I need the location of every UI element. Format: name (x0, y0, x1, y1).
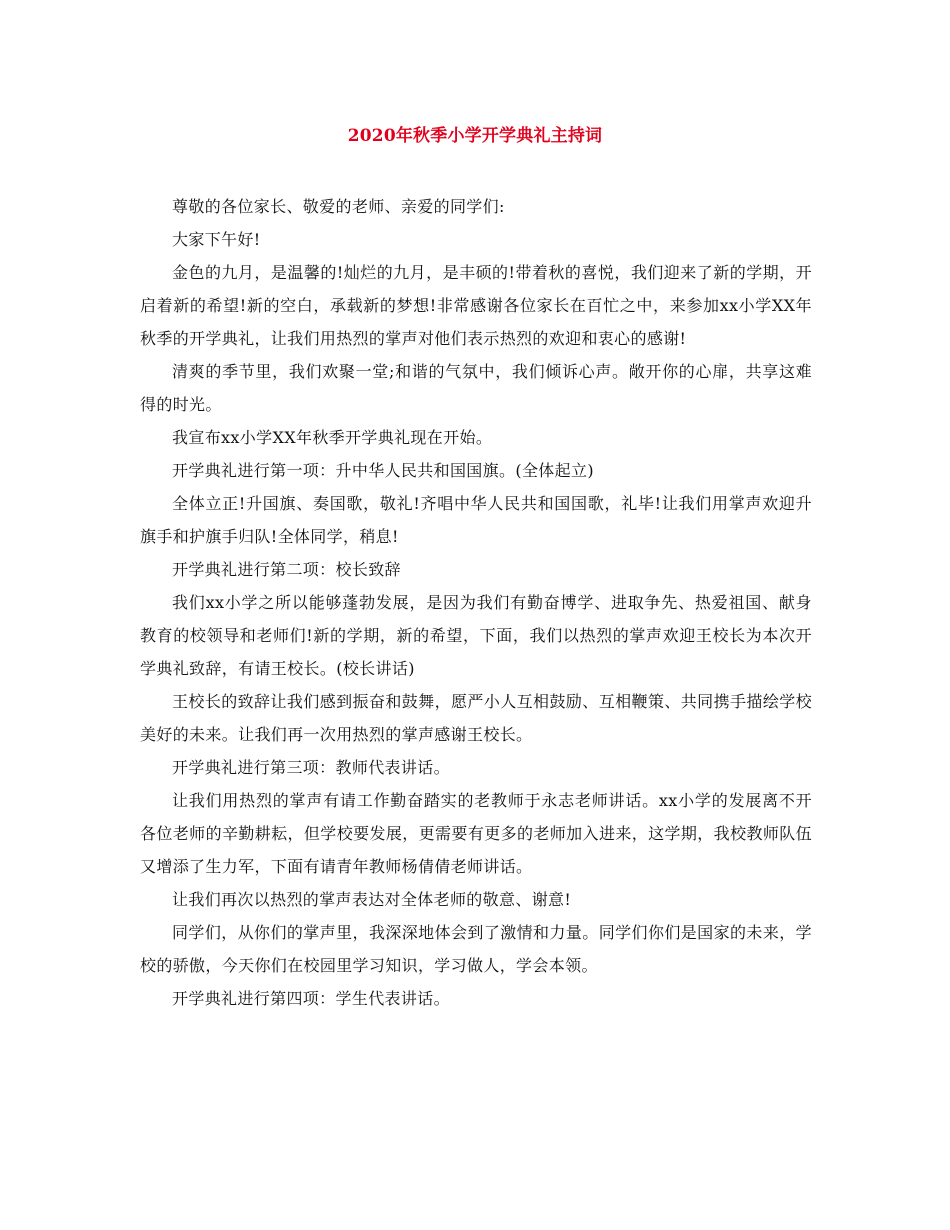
paragraph-announcement: 我宣布xx小学XX年秋季开学典礼现在开始。 (172, 428, 493, 447)
document-title: 2020年秋季小学开学典礼主持词 (347, 126, 603, 146)
paragraph-item-four: 开学典礼进行第四项：学生代表讲话。 (172, 989, 450, 1008)
paragraph-greeting: 尊敬的各位家长、敬爱的老师、亲爱的同学们: (172, 197, 505, 216)
paragraph-flag-raising: 全体立正!升国旗、奏国歌，敬礼!齐唱中华人民共和国国歌，礼毕!让我们用掌声欢迎升旗手和护旗手归队!全体同学，稍息! (140, 494, 812, 546)
paragraph-principal-intro: 我们xx小学之所以能够蓬勃发展，是因为我们有勤奋博学、进取争先、热爱祖国、献身教育的校领导和老师们!新的学期，新的希望，下面，我们以热烈的掌声欢迎王校长为本次开学典礼致辞，有请王校长。(校长讲话) (140, 593, 812, 678)
paragraph-season: 清爽的季节里，我们欢聚一堂;和谐的气氛中，我们倾诉心声。敞开你的心扉，共享这难得的时光。 (140, 362, 812, 414)
paragraph-teacher-thanks: 让我们再次以热烈的掌声表达对全体老师的敬意、谢意! (172, 890, 572, 909)
paragraph-students: 同学们，从你们的掌声里，我深深地体会到了激情和力量。同学们你们是国家的未来，学校的骄傲，今天你们在校园里学习知识，学习做人，学会本领。 (140, 923, 812, 975)
paragraph-item-two: 开学典礼进行第二项：校长致辞 (172, 560, 401, 579)
paragraph-teacher-speech: 让我们用热烈的掌声有请工作勤奋踏实的老教师于永志老师讲话。xx小学的发展离不开各位老师的辛勤耕耘，但学校要发展，更需要有更多的老师加入进来，这学期，我校教师队伍又增添了生力军，下面有请青年教师杨倩倩老师讲话。 (140, 791, 812, 876)
paragraph-item-one: 开学典礼进行第一项：升中华人民共和国国旗。(全体起立) (172, 461, 594, 480)
paragraph-welcome: 金色的九月，是温馨的!灿烂的九月，是丰硕的!带着秋的喜悦，我们迎来了新的学期，开启着新的希望!新的空白，承载新的梦想!非常感谢各位家长在百忙之中，来参加xx小学XX年秋季的开学典礼，让我们用热烈的掌声对他们表示热烈的欢迎和衷心的感谢! (140, 263, 812, 348)
paragraph-good-afternoon: 大家下午好! (172, 230, 261, 249)
paragraph-item-three: 开学典礼进行第三项：教师代表讲话。 (172, 758, 450, 777)
paragraph-principal-thanks: 王校长的致辞让我们感到振奋和鼓舞，愿严小人互相鼓励、互相鞭策、共同携手描绘学校美好的未来。让我们再一次用热烈的掌声感谢王校长。 (140, 692, 812, 744)
document-body (140, 190, 812, 1015)
